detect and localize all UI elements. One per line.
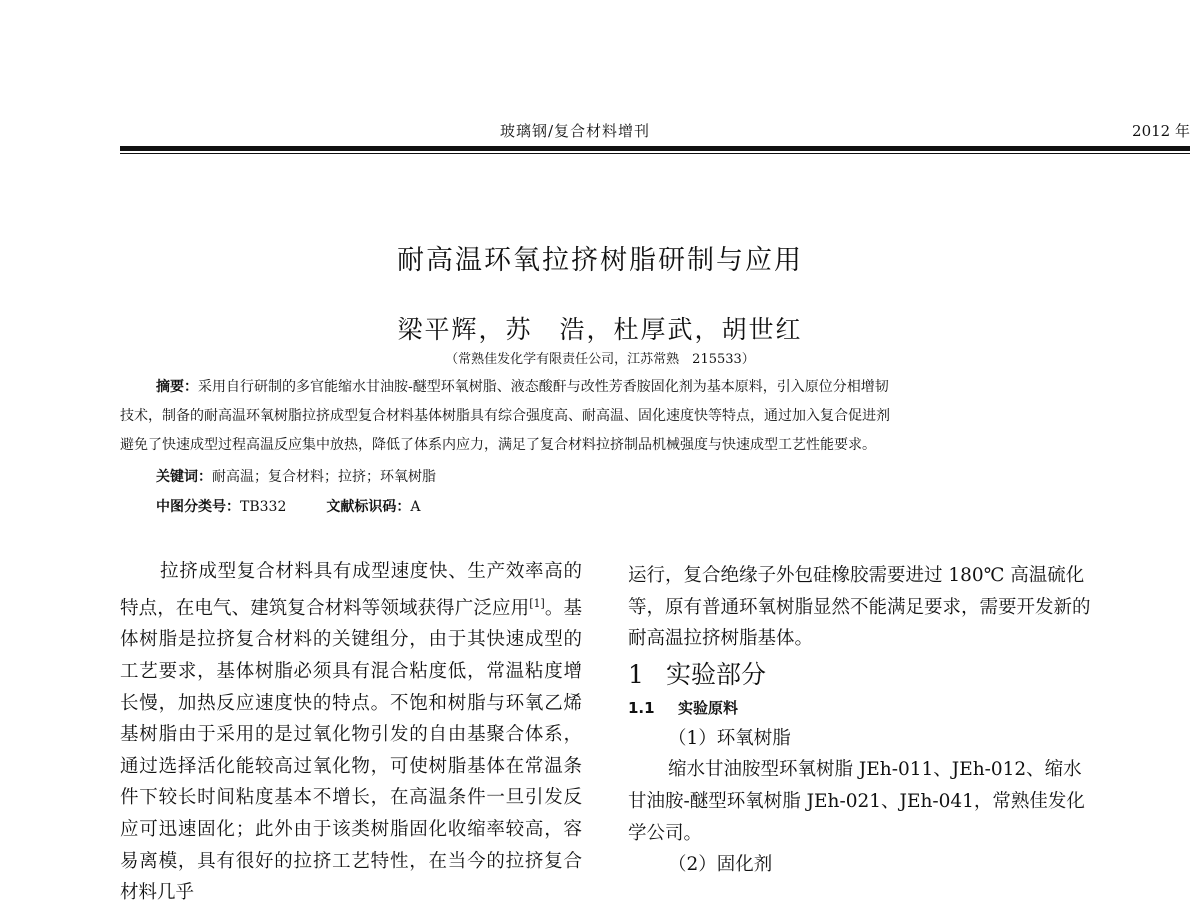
journal-name: 玻璃钢/复合材料增刊: [500, 122, 651, 140]
right-paragraph-1: 运行，复合绝缘子外包硅橡胶需要进过 180℃ 高温硫化等，原有普通环氧树脂显然不能满足要求，需要开发新的耐高温拉挤树脂基体。: [628, 565, 1091, 650]
header-rule-thin: [120, 153, 1190, 154]
clc-label: 中图分类号：: [156, 499, 240, 515]
intro-paragraph: 拉挤成型复合材料具有成型速度快、生产效率高的特点，在电气、建筑复合材料等领域获得广泛应用[1]。基体树脂是拉挤复合材料的关键组分，由于其快速成型的工艺要求，基体树脂必须具有混合粘度低，常温粘度增长慢，加热反应速度快的特点。不饱和树脂与环氧乙烯基树脂由于采用的是过氧化物引发的自由基聚合体系，通过选择活化能较高过氧化物，可使树脂基体在常温条件下较长时间粘度基本不增长，在高温条件一旦引发反应可迅速固化；此外由于该类树脂固化收缩率较高，容易离模，具有很好的拉挤工艺特性，在当今的拉挤复合材料几乎: [120, 561, 582, 904]
journal-year: 2012 年: [1132, 122, 1190, 140]
abstract-label: 摘要：: [156, 379, 198, 395]
running-header: [120, 120, 1190, 144]
section-1-heading: 1 实验部分: [628, 659, 767, 689]
keywords: [156, 466, 436, 486]
header-rule-thick: [120, 146, 1190, 151]
keywords-text: 耐高温；复合材料；拉挤；环氧树脂: [212, 469, 436, 485]
clc-value: TB332: [240, 499, 287, 515]
abstract-line-1: 摘要：采用自行研制的多官能缩水甘油胺-醚型环氧树脂、液态酸酐与改性芳香胺固化剂为基本原料，引入原位分相增韧: [156, 379, 889, 395]
paper-title: 耐高温环氧拉挤树脂研制与应用: [397, 245, 803, 276]
body-column-left: [120, 556, 582, 909]
citation-ref: [1]: [529, 596, 545, 610]
classification: [156, 496, 420, 516]
abstract: [120, 373, 1120, 460]
abstract-line-2: 技术，制备的耐高温环氧树脂拉挤成型复合材料基体树脂具有综合强度高、耐高温、固化速度快等特点，通过加入复合促进剂: [120, 408, 890, 424]
keywords-label: 关键词：: [156, 469, 212, 485]
subsection-1-1-heading: 1.1 实验原料: [628, 698, 739, 717]
doc-code-value: A: [410, 499, 421, 515]
doc-code-label: 文献标识码：: [326, 499, 411, 515]
item-1-heading: （1）环氧树脂: [668, 727, 791, 749]
body-column-right: [628, 560, 1098, 881]
item-1-text: 缩水甘油胺型环氧树脂 JEh-011、JEh-012、缩水甘油胺-醚型环氧树脂 JEh-021、JEh-041，常熟佳发化学公司。: [628, 759, 1085, 844]
item-2-heading: （2）固化剂: [668, 854, 773, 876]
author-list: 梁平辉，苏 浩，杜厚武，胡世红: [397, 315, 803, 344]
abstract-line-3: 避免了快速成型过程高温反应集中放热，降低了体系内应力，满足了复合材料拉挤制品机械强度与快速成型工艺性能要求。: [120, 437, 876, 453]
affiliation: （常熟佳发化学有限责任公司，江苏常熟 215533）: [445, 352, 755, 367]
